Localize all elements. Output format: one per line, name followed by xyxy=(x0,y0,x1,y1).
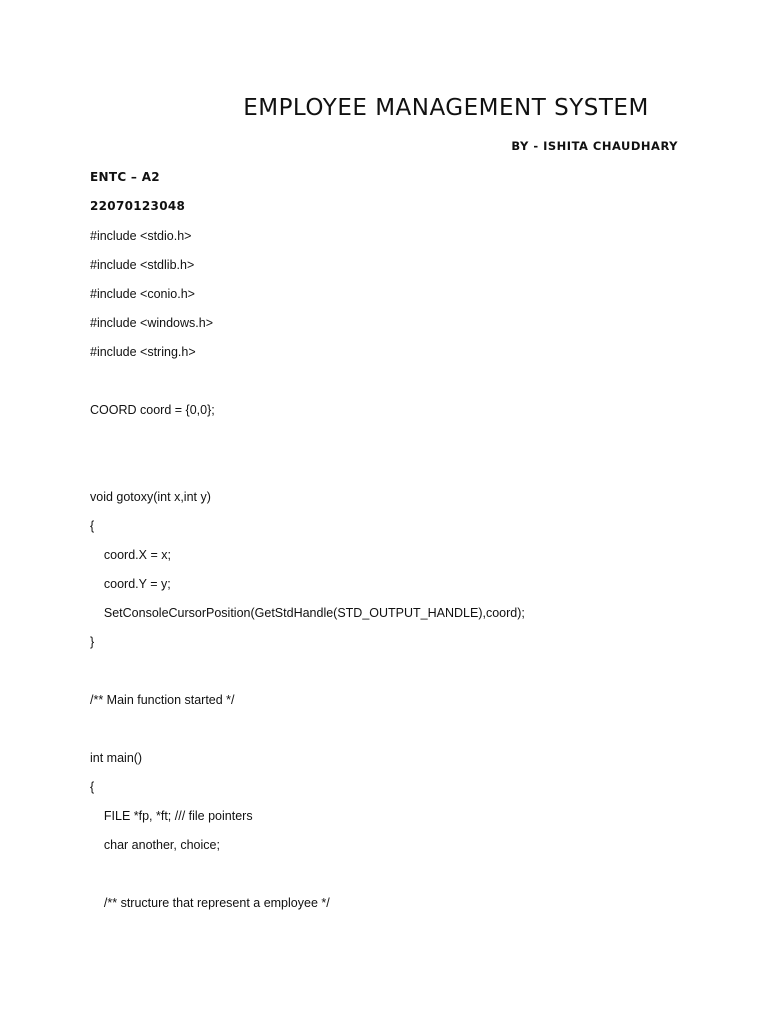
code-line: /** Main function started */ xyxy=(90,693,235,707)
code-line xyxy=(90,370,525,399)
code-line: { xyxy=(90,780,95,794)
code-line xyxy=(90,428,525,457)
code-line xyxy=(90,660,525,689)
code-listing xyxy=(90,225,525,921)
code-line: #include <stdio.h> xyxy=(90,229,192,243)
code-line xyxy=(90,457,525,486)
author-byline: BY - ISHITA CHAUDHARY xyxy=(511,139,678,153)
code-line: int main() xyxy=(90,751,143,765)
code-line: void gotoxy(int x,int y) xyxy=(90,490,211,504)
code-line: COORD coord = {0,0}; xyxy=(90,403,215,417)
code-line: /** structure that represent a employee */ xyxy=(90,896,330,910)
code-line: coord.X = x; xyxy=(90,548,171,562)
code-line: char another, choice; xyxy=(90,838,220,852)
code-line xyxy=(90,718,525,747)
code-line: } xyxy=(90,635,95,649)
code-line xyxy=(90,863,525,892)
code-line: { xyxy=(90,519,95,533)
code-line: SetConsoleCursorPosition(GetStdHandle(STD_OUTPUT_HANDLE),coord); xyxy=(90,606,525,620)
code-line: #include <windows.h> xyxy=(90,316,213,330)
code-line: coord.Y = y; xyxy=(90,577,171,591)
class-line: ENTC – A2 xyxy=(90,170,160,184)
code-line: #include <stdlib.h> xyxy=(90,258,195,272)
code-line: #include <conio.h> xyxy=(90,287,195,301)
code-line: #include <string.h> xyxy=(90,345,196,359)
document-title: EMPLOYEE MANAGEMENT SYSTEM xyxy=(243,95,649,121)
id-line: 22070123048 xyxy=(90,199,186,213)
code-line: FILE *fp, *ft; /// file pointers xyxy=(90,809,253,823)
